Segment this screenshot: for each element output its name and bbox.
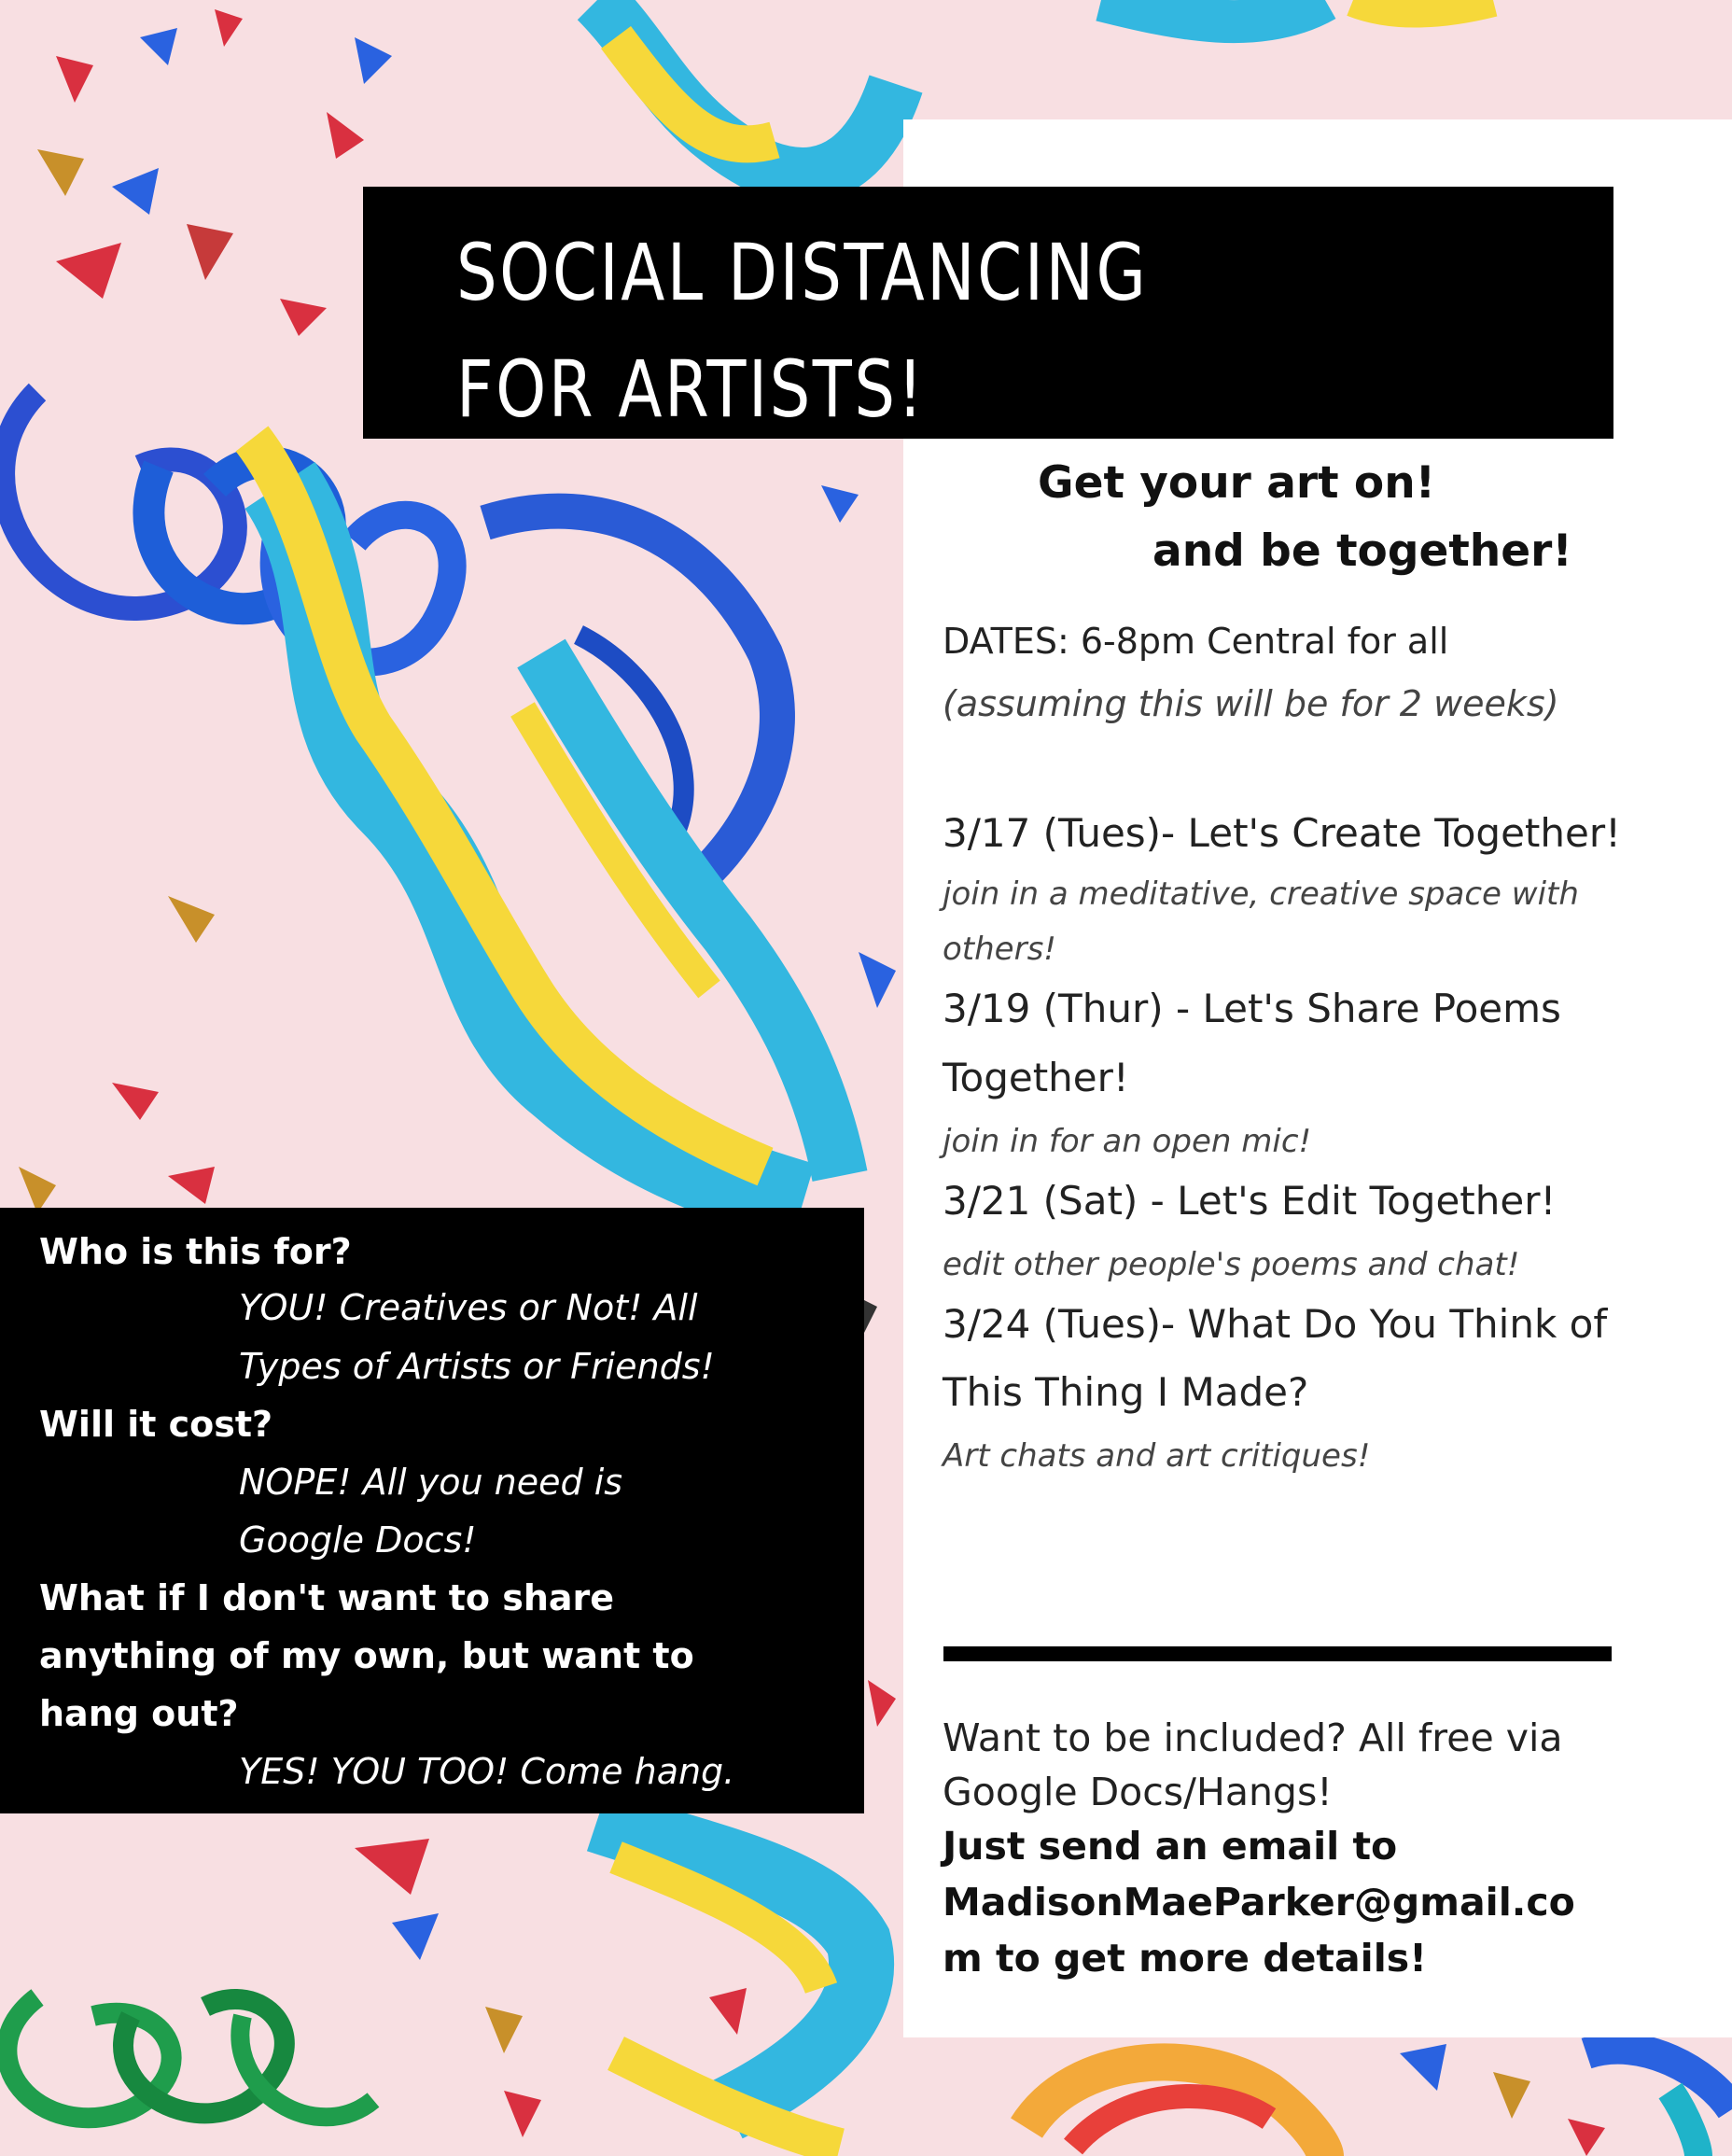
contact-line-2: Google Docs/Hangs! bbox=[943, 1770, 1333, 1814]
event-4-desc: Art chats and art critiques! bbox=[943, 1437, 1371, 1475]
faq-3-question-3: hang out? bbox=[39, 1693, 239, 1734]
faq-3-question: What if I don't want to share bbox=[39, 1577, 615, 1618]
event-2-title: 3/19 (Thur) - Let's Share Poems bbox=[943, 986, 1561, 1031]
event-1-desc-2: others! bbox=[943, 931, 1056, 968]
dates-main: DATES: 6-8pm Central for all bbox=[943, 621, 1449, 662]
event-3-title: 3/21 (Sat) - Let's Edit Together! bbox=[943, 1178, 1557, 1224]
faq-3-answer: YES! YOU TOO! Come hang. bbox=[239, 1751, 735, 1792]
faq-1-question: Who is this for? bbox=[39, 1231, 352, 1272]
contact-line-1: Want to be included? All free via bbox=[943, 1715, 1563, 1760]
faq-2-question: Will it cost? bbox=[39, 1404, 273, 1445]
contact-bold-1: Just send an email to bbox=[943, 1824, 1398, 1869]
title-line-1: SOCIAL DISTANCING bbox=[456, 227, 1149, 318]
dates-note: (assuming this will be for 2 weeks) bbox=[943, 683, 1559, 724]
faq-1-answer-2: Types of Artists or Friends! bbox=[239, 1346, 715, 1387]
contact-email[interactable]: MadisonMaeParker@gmail.co bbox=[943, 1880, 1575, 1925]
contact-bold-3: m to get more details! bbox=[943, 1936, 1427, 1981]
title-banner bbox=[363, 187, 1613, 439]
tagline-line-1: Get your art on! bbox=[1038, 457, 1436, 509]
event-2-title-2: Together! bbox=[943, 1055, 1129, 1100]
event-4-title-2: This Thing I Made? bbox=[943, 1369, 1309, 1415]
faq-2-answer-2: Google Docs! bbox=[239, 1519, 477, 1561]
event-1-desc: join in a meditative, creative space with bbox=[943, 875, 1579, 913]
event-4-title: 3/24 (Tues)- What Do You Think of bbox=[943, 1301, 1608, 1347]
title-line-2: FOR ARTISTS! bbox=[456, 343, 926, 435]
tagline-line-2: and be together! bbox=[1152, 525, 1572, 577]
event-3-desc: edit other people's poems and chat! bbox=[943, 1246, 1520, 1283]
faq-2-answer: NOPE! All you need is bbox=[239, 1462, 623, 1503]
event-2-desc: join in for an open mic! bbox=[943, 1123, 1312, 1160]
faq-1-answer: YOU! Creatives or Not! All bbox=[239, 1287, 698, 1328]
faq-box bbox=[0, 1208, 864, 1813]
event-1-title: 3/17 (Tues)- Let's Create Together! bbox=[943, 810, 1621, 856]
faq-3-question-2: anything of my own, but want to bbox=[39, 1635, 694, 1676]
section-divider bbox=[943, 1646, 1612, 1661]
